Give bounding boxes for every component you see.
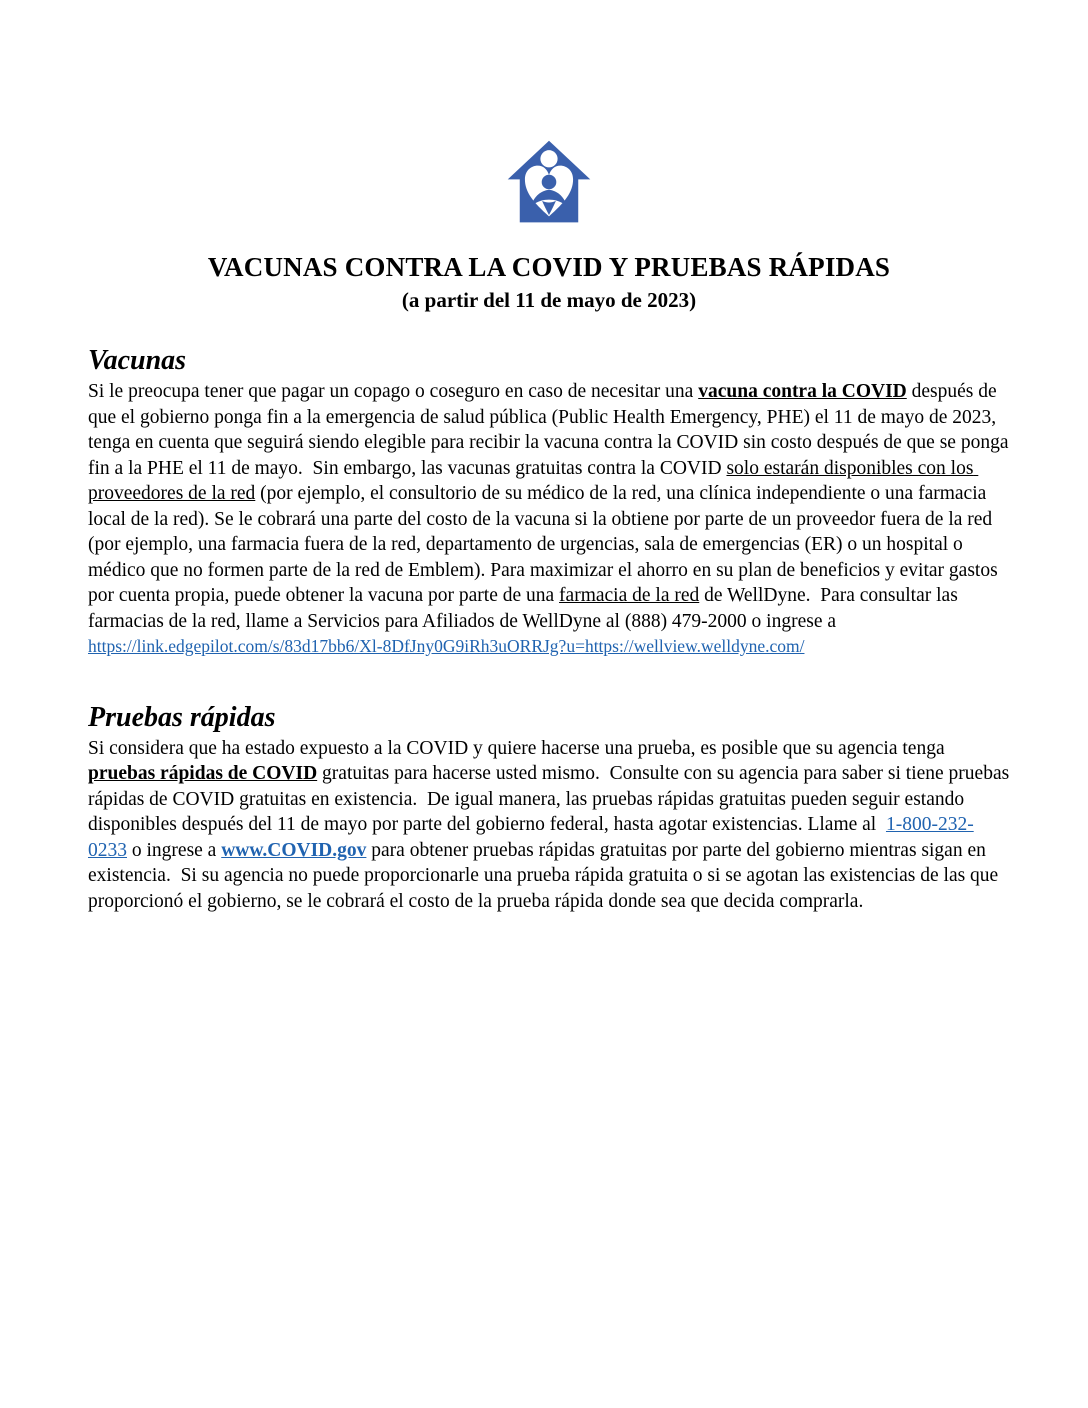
section-heading: Vacunas <box>88 345 187 376</box>
paragraph <box>88 736 1015 915</box>
text-run: Si considera que ha estado expuesto a la COVID y quiere hacerse una prueba, es posible que su agencia tenga <box>88 737 950 759</box>
text-run: después de que el gobierno ponga fin a la emergencia de salud pública (Public Health Emergency, PHE) el 11 de mayo de 2023, tenga en cuenta que seguirá siendo elegible para recibir la vacuna contra la COVID sin costo después de que se ponga fin a la PHE el 11 de mayo. Sin embargo, las vacunas gratuitas contra la COVID <box>88 381 1014 479</box>
text-run: pruebas rápidas de COVID <box>88 763 318 784</box>
text-run: o ingrese a <box>127 839 222 861</box>
text-run: para obtener pruebas rápidas gratuitas por parte del gobierno mientras sigan en existencia. Si su agencia no puede proporcionarle una prueba rápida gratuita o si se agotan las existencias de las que proporcionó el gobierno, se le cobrará el costo de la prueba rápida donde sea que decida comprarla. <box>88 839 1004 912</box>
section-heading: Pruebas rápidas <box>88 701 276 733</box>
welldyne-wellview-link[interactable]: https://link.edgepilot.com/s/83d17bb6/Xl-8DfJny0G9iRh3uORRJg?u=https://wellview.welldyne.com/ <box>88 636 805 656</box>
text-run: solo estarán disponibles con los proveedores de la red <box>88 457 979 504</box>
organization-logo <box>88 0 1010 234</box>
document-title: VACUNAS CONTRA LA COVID Y PRUEBAS RÁPIDAS <box>207 252 891 282</box>
text-run: farmacia de la red <box>559 585 700 606</box>
phone-link[interactable]: 1-800-232-0233 <box>88 814 974 861</box>
paragraph <box>88 379 1014 660</box>
document-subtitle: (a partir del 11 de mayo de 2023) <box>401 288 697 312</box>
section <box>88 345 1014 660</box>
text-run: de WellDyne. Para consultar las farmacias de la red, llame a Servicios para Afiliados de WellDyne al (888) 479-2000 o ingrese a <box>88 585 963 632</box>
text-run: vacuna contra la COVID <box>698 381 907 402</box>
text-run: (por ejemplo, el consultorio de su médico de la red, una clínica independiente o una farmacia local de la red). Se le cobrará una parte del costo de la vacuna si la obtiene por parte de un proveedor fuera de la red (por ejemplo, una farmacia fuera de la red, departamento de urgencias, sala de emergencias (ER) o un hospital o médico que no formen parte de la red de Emblem). Para maximizar el ahorro en su plan de beneficios y evitar gastos por cuenta propia, puede obtener la vacuna por parte de una <box>88 483 1003 606</box>
text-run: Si le preocupa tener que pagar un copago o coseguro en caso de necesitar una <box>88 381 699 402</box>
section <box>88 701 1015 915</box>
text-run: gratuitas para hacerse usted mismo. Consulte con su agencia para saber si tiene pruebas rápidas de COVID gratuitas en existencia. De igual manera, las pruebas rápidas gratuitas pueden seguir estando disponibles después del 11 de mayo por parte del gobierno federal, hasta agotar existencias. Llame al <box>88 763 1015 835</box>
house-family-heart-logo-icon <box>506 135 592 229</box>
document-body <box>88 345 1015 914</box>
covid-gov-link[interactable]: www.COVID.gov <box>221 839 367 861</box>
